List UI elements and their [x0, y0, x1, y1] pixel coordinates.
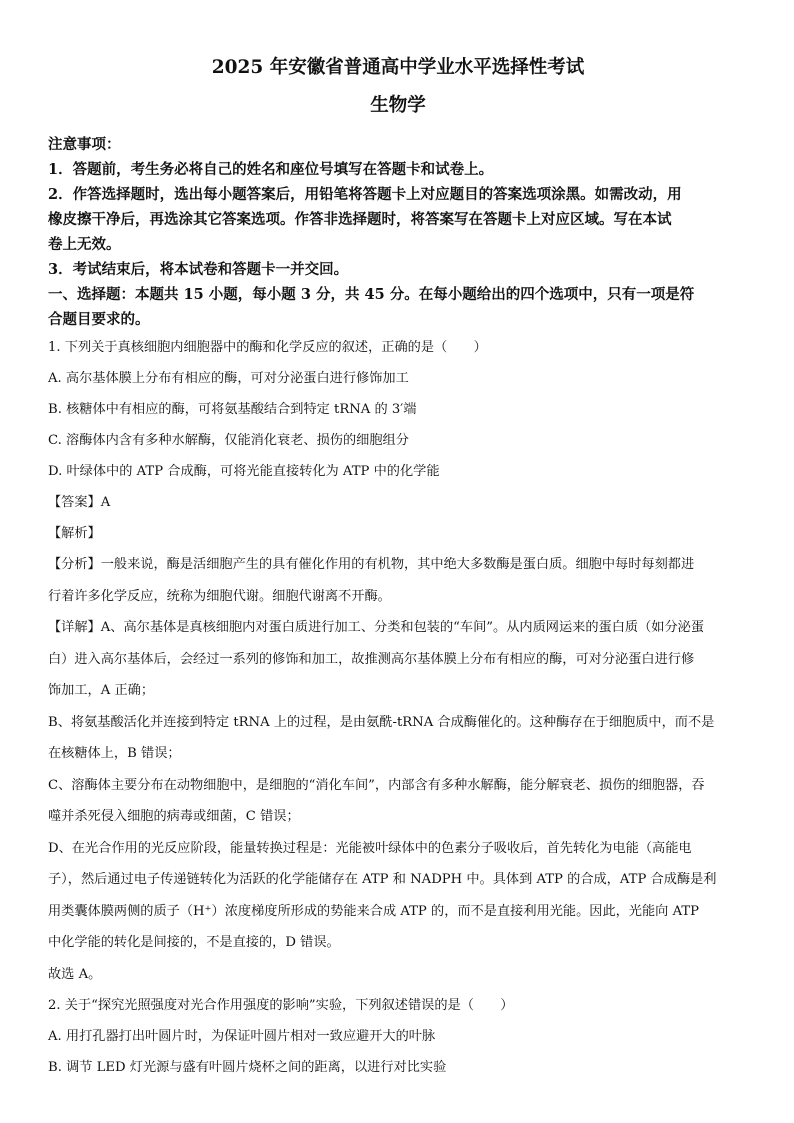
analysis-line: 在核糖体上，B 错误； [48, 746, 181, 761]
notice-heading: 注意事项： [48, 136, 121, 153]
option-b: B. 调节 LED 灯光源与盛有叶圆片烧杯之间的距离，以进行对比实验 [48, 1060, 447, 1075]
analysis-line: 故选 A。 [48, 966, 102, 982]
analysis-label: 【解析】 [48, 526, 101, 541]
analysis-line: 中化学能的转化是间接的，不是直接的，D 错误。 [48, 935, 340, 950]
analysis-line: 饰加工，A 正确； [48, 683, 155, 698]
analysis-line: 【分析】一般来说，酶是活细胞产生的具有催化作用的有机物，其中绝大多数酶是蛋白质。细胞中每时每刻都进 [48, 557, 695, 572]
notice-item: 橡皮擦干净后，再选涂其它答案选项。作答非选择题时，将答案写在答题卡上对应区域。写在本试 [48, 211, 672, 228]
answer-label: 【答案】A [48, 495, 111, 510]
exam-subject: 生物学 [370, 95, 426, 116]
analysis-line: B、将氨基酸活化并连接到特定 tRNA 上的过程，是由氨酰-tRNA 合成酶催化的。这种酶存在于细胞质中，而不是 [48, 714, 715, 730]
notice-item: 3．考试结束后，将本试卷和答题卡一并交回。 [48, 261, 349, 278]
exam-title: 2025 年安徽省普通高中学业水平选择性考试 [211, 57, 585, 78]
analysis-line: 白）进入高尔基体后，会经过一系列的修饰和加工，故推测高尔基体膜上分布有相应的酶，可对分泌蛋白进行修 [48, 651, 695, 667]
option-d: D. 叶绿体中的 ATP 合成酶，可将光能直接转化为 ATP 中的化学能 [48, 464, 440, 479]
notice-item: 2．作答选择题时，选出每小题答案后，用铅笔将答题卡上对应题目的答案选项涂黑。如需改动，用 [48, 186, 682, 203]
analysis-line: 子），然后通过电子传递链转化为活跃的化学能储存在 ATP 和 NADPH 中。具体到 ATP 的合成，ATP 合成酶是利 [48, 872, 717, 887]
option-c: C. 溶酶体内含有多种水解酶，仅能消化衰老、损伤的细胞组分 [48, 433, 409, 448]
notice-item: 1．答题前，考生务必将自己的姓名和座位号填写在答题卡和试卷上。 [48, 161, 494, 178]
option-a: A. 用打孔器打出叶圆片时，为保证叶圆片相对一致应避开大的叶脉 [48, 1029, 436, 1044]
section-heading: 合题目要求的。 [48, 311, 150, 328]
analysis-line: 噬并杀死侵入细胞的病毒或细菌，C 错误； [48, 809, 300, 824]
exam-page [48, 54, 748, 1083]
analysis-line: D、在光合作用的光反应阶段，能量转换过程是：光能被叶绿体中的色素分子吸收后，首先转化为电能（高能电 [48, 840, 692, 856]
question-stem: 2. 关于“探究光照强度对光合作用强度的影响”实验，下列叙述错误的是（ ） [48, 998, 514, 1013]
notice-item: 卷上无效。 [48, 236, 121, 253]
question-stem: 1. 下列关于真核细胞内细胞器中的酶和化学反应的叙述，正确的是（ ） [48, 340, 487, 355]
analysis-line: 【详解】A、高尔基体是真核细胞内对蛋白质进行加工、分类和包装的“车间”。从内质网运来的蛋白质（如分泌蛋 [48, 620, 705, 635]
section-heading: 一、选择题：本题共 15 小题，每小题 3 分，共 45 分。在每小题给出的四个选项中，只有一项是符 [48, 286, 695, 303]
analysis-line: 用类囊体膜两侧的质子（H⁺）浓度梯度所形成的势能来合成 ATP 的，而不是直接利用光能。因此，光能向 ATP [48, 903, 700, 919]
analysis-line: C、溶酶体主要分布在动物细胞中，是细胞的“消化车间”，内部含有多种水解酶，能分解衰老、损伤的细胞器，吞 [48, 777, 705, 793]
option-a: A. 高尔基体膜上分布有相应的酶，可对分泌蛋白进行修饰加工 [48, 371, 409, 386]
option-b: B. 核糖体中有相应的酶，可将氨基酸结合到特定 tRNA 的 3′端 [48, 402, 417, 417]
analysis-line: 行着许多化学反应，统称为细胞代谢。细胞代谢离不开酶。 [48, 588, 391, 604]
